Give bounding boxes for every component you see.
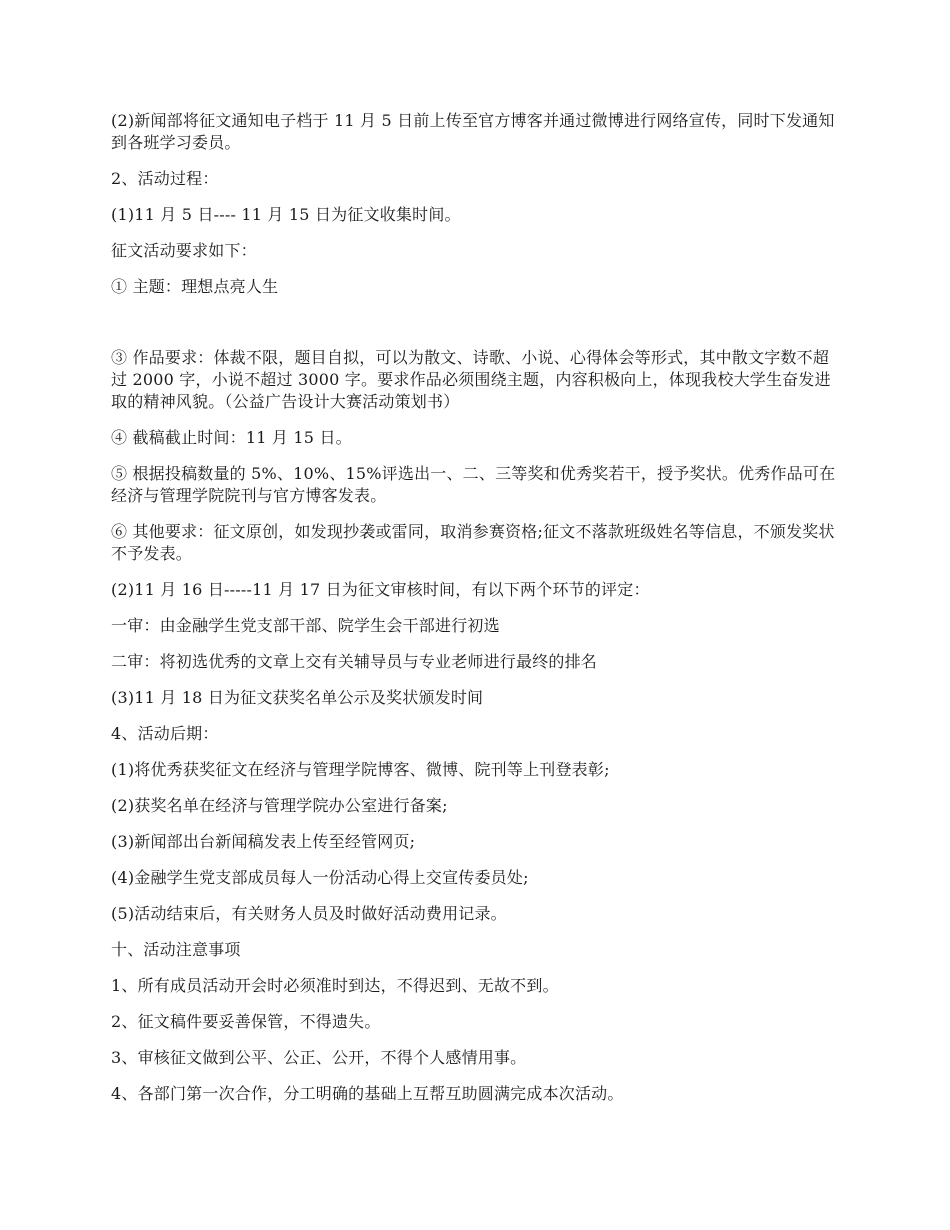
paragraph-announcement: (3)11 月 18 日为征文获奖名单公示及奖状颁发时间 (111, 688, 484, 707)
paragraph-theme: ① 主题：理想点亮人生 (111, 277, 279, 296)
heading-activity-process: 2、活动过程： (111, 169, 219, 188)
paragraph-collection-period: (1)11 月 5 日---- 11 月 15 日为征文收集时间。 (111, 205, 461, 224)
paragraph-publicity: (2)新闻部将征文通知电子档于 11 月 5 日前上传至官方博客并通过微博进行网络宣传，同时下发通知到各班学习委员。 (111, 111, 835, 152)
paragraph-other-requirements: ⑥ 其他要求：征文原创，如发现抄袭或雷同，取消参赛资格;征文不落款班级姓名等信息，不颁发奖状不予发表。 (111, 522, 835, 563)
paragraph-second-review: 二审：将初选优秀的文章上交有关辅导员与专业老师进行最终的排名 (111, 652, 598, 671)
paragraph-work-requirements: ③ 作品要求：体裁不限，题目自拟，可以为散文、诗歌、小说、心得体会等形式，其中散文字数不超过 2000 字，小说不超过 3000 字。要求作品必须围绕主题，内容积极向上，体现我校大学生奋发进取的精神风貌。（公益广告设计大赛活动策划书） (111, 348, 831, 411)
paragraph-requirements-intro: 征文活动要求如下： (111, 241, 257, 260)
paragraph-awards: ⑤ 根据投稿数量的 5%、10%、15%评选出一、二、三等奖和优秀奖若干，授予奖状。优秀作品可在经济与管理学院院刊与官方博客发表。 (111, 464, 836, 505)
heading-notes: 十、活动注意事项 (111, 940, 241, 959)
paragraph-note-4: 4、各部门第一次合作，分工明确的基础上互帮互助圆满完成本次活动。 (111, 1084, 624, 1103)
paragraph-note-1: 1、所有成员活动开会时必须准时到达，不得迟到、无故不到。 (111, 976, 559, 995)
paragraph-post-2: (2)获奖名单在经济与管理学院办公室进行备案; (111, 796, 448, 815)
paragraph-note-3: 3、审核征文做到公平、公正、公开，不得个人感情用事。 (111, 1048, 527, 1067)
paragraph-first-review: 一审：由金融学生党支部干部、院学生会干部进行初选 (111, 616, 500, 635)
paragraph-post-3: (3)新闻部出台新闻稿发表上传至经管网页; (111, 832, 416, 851)
paragraph-post-1: (1)将优秀获奖征文在经济与管理学院博客、微博、院刊等上刊登表彰; (111, 760, 610, 779)
paragraph-deadline: ④ 截稿截止时间：11 月 15 日。 (111, 428, 352, 447)
paragraph-note-2: 2、征文稿件要妥善保管，不得遗失。 (111, 1012, 381, 1031)
heading-post-activity: 4、活动后期： (111, 724, 219, 743)
paragraph-review-period: (2)11 月 16 日-----11 月 17 日为征文审核时间，有以下两个环节的评定： (111, 580, 650, 599)
paragraph-post-5: (5)活动结束后，有关财务人员及时做好活动费用记录。 (111, 904, 507, 923)
document-body (111, 110, 841, 1119)
paragraph-post-4: (4)金融学生党支部成员每人一份活动心得上交宣传委员处; (111, 868, 529, 887)
